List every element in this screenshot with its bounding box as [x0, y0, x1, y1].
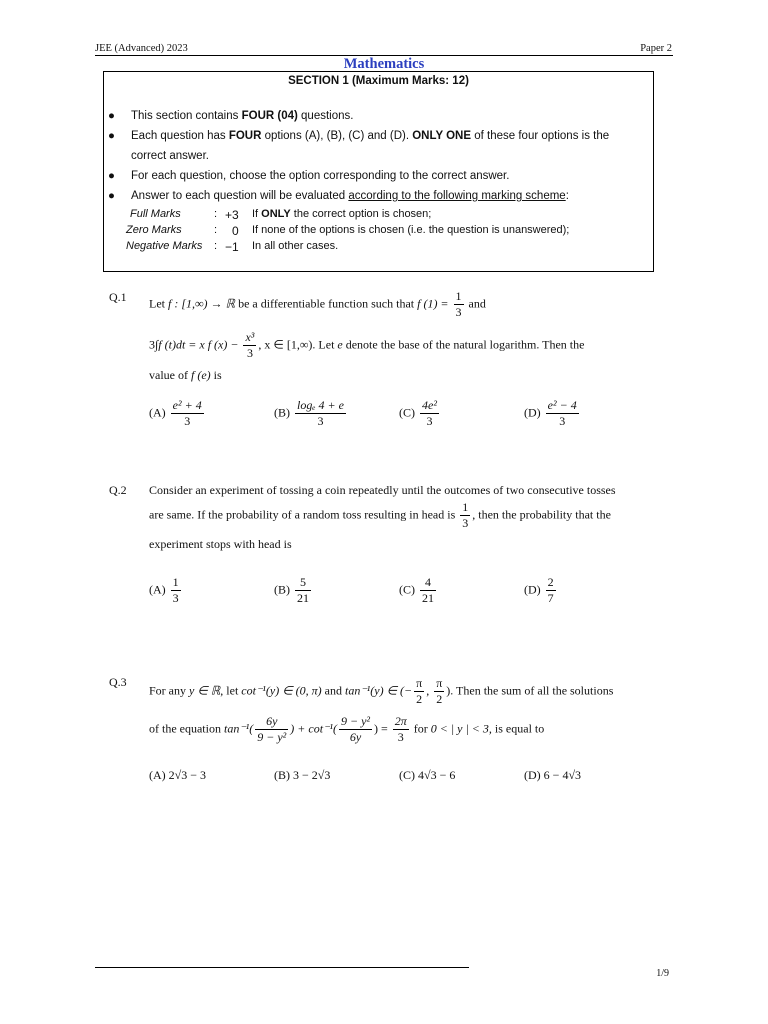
scheme-text: If ONLY the correct option is chosen; — [252, 208, 432, 220]
bullet-text: questions. — [297, 110, 354, 122]
option-a[interactable]: (A) $\frac{\text{e² + 4}}{3}$ — [149, 398, 202, 428]
option-a[interactable]: (A) $\frac{1}{3}$ — [149, 575, 179, 605]
bullet-text: options (A), (B), (C) and (D). — [261, 130, 413, 142]
question-text: are same. If the probability of a random toss resulting in head is $\frac{1}{3}$ , then the probability that the — [149, 500, 611, 530]
option-c[interactable]: (C) $\frac{4}{21}$ — [399, 575, 434, 605]
question-text: Consider an experiment of tossing a coin repeatedly until the outcomes of two consecutive tosses — [149, 483, 616, 497]
option-a[interactable]: (A) 2√3 − 3 — [149, 768, 207, 782]
option-c[interactable]: (C) 4√3 − 6 — [399, 768, 456, 782]
bullet-icon: ● — [108, 130, 115, 142]
footer-rule — [95, 967, 469, 968]
scheme-sep: : — [214, 224, 218, 236]
bullet-text: Each question has — [131, 130, 229, 142]
scheme-marks: 0 — [232, 224, 239, 238]
option-d[interactable]: (D) 6 − 4√3 — [524, 768, 582, 782]
option-b[interactable]: (B) $\frac{5}{21}$ — [274, 575, 309, 605]
question-text: Let f : [1,∞) → ℝ be a differentiable function such that f (1) = $\frac{1}{3}$ and — [149, 289, 486, 319]
scheme-marks: −1 — [225, 240, 239, 254]
scheme-sep: : — [214, 240, 218, 252]
bullet-text: Answer to each question will be evaluated — [131, 190, 349, 202]
question-number: Q.2 — [109, 483, 127, 497]
bullet-bold: ONLY ONE — [412, 130, 472, 142]
option-c[interactable]: (C) $\frac{\text{4e²}}{3}$ — [399, 398, 437, 428]
option-b[interactable]: (B) $\frac{\text{logₑ 4 + e}}{3}$ — [274, 398, 344, 428]
subject-title: Mathematics — [343, 56, 425, 72]
bullet-icon: ● — [108, 170, 115, 182]
bullet-text: of these four options is the correct answer. — [131, 130, 610, 162]
scheme-label: Full Marks — [130, 208, 181, 220]
question-text: value of f (e) is — [149, 368, 222, 382]
question-text: of the equation tan⁻¹( $\frac{6y}{\text{9 − y²}}$ ) + cot⁻¹( $\frac{\text{9 − y²}}{6y}$ ) = $\frac{2\pi}{3}$ for 0 < | y | < 3, is equal to — [149, 714, 545, 744]
option-d[interactable]: (D) $\frac{2}{7}$ — [524, 575, 554, 605]
bullet-text: This section contains — [131, 110, 242, 122]
scheme-sep: : — [214, 208, 218, 220]
bullet-icon: ● — [108, 190, 115, 202]
bullet-icon: ● — [108, 110, 115, 122]
scheme-text: In all other cases. — [252, 240, 339, 252]
paper-label: Paper 2 — [640, 43, 672, 54]
page-number: 1/9 — [656, 968, 669, 979]
question-text: experiment stops with head is — [149, 537, 292, 551]
exam-title: JEE (Advanced) 2023 — [95, 43, 188, 54]
question-number: Q.1 — [109, 290, 127, 304]
bullet-bold: FOUR — [228, 130, 262, 142]
scheme-text: If none of the options is chosen (i.e. the question is unanswered); — [252, 224, 570, 236]
bullet-underline: according to the following marking scheme — [348, 190, 566, 202]
bullet-text: For each question, choose the option corresponding to the correct answer. — [131, 170, 510, 182]
question-number: Q.3 — [109, 675, 127, 689]
bullet-bold: FOUR (04) — [241, 110, 298, 122]
question-text: For any y ∈ ℝ, let cot⁻¹(y) ∈ (0, π) and tan⁻¹(y) ∈ (− $\frac{\pi}{2}$ , $\frac{\pi}{2}$ ). Then the sum of all the solutions — [149, 676, 614, 706]
scheme-label: Zero Marks — [126, 224, 182, 236]
section-title: SECTION 1 (Maximum Marks: 12) — [288, 75, 469, 87]
question-text: 3∫f (t)dt = x f (x) − $\frac{\text{x³}}{3}$ , x ∈ [1,∞). Let e denote the base of the natural logarithm. Then the — [149, 330, 585, 360]
option-b[interactable]: (B) 3 − 2√3 — [274, 768, 331, 782]
scheme-label: Negative Marks — [126, 240, 203, 252]
instructions-box — [103, 71, 654, 272]
bullet-text: : — [565, 190, 569, 202]
option-d[interactable]: (D) $\frac{\text{e² − 4}}{3}$ — [524, 398, 577, 428]
scheme-marks: +3 — [225, 208, 239, 222]
